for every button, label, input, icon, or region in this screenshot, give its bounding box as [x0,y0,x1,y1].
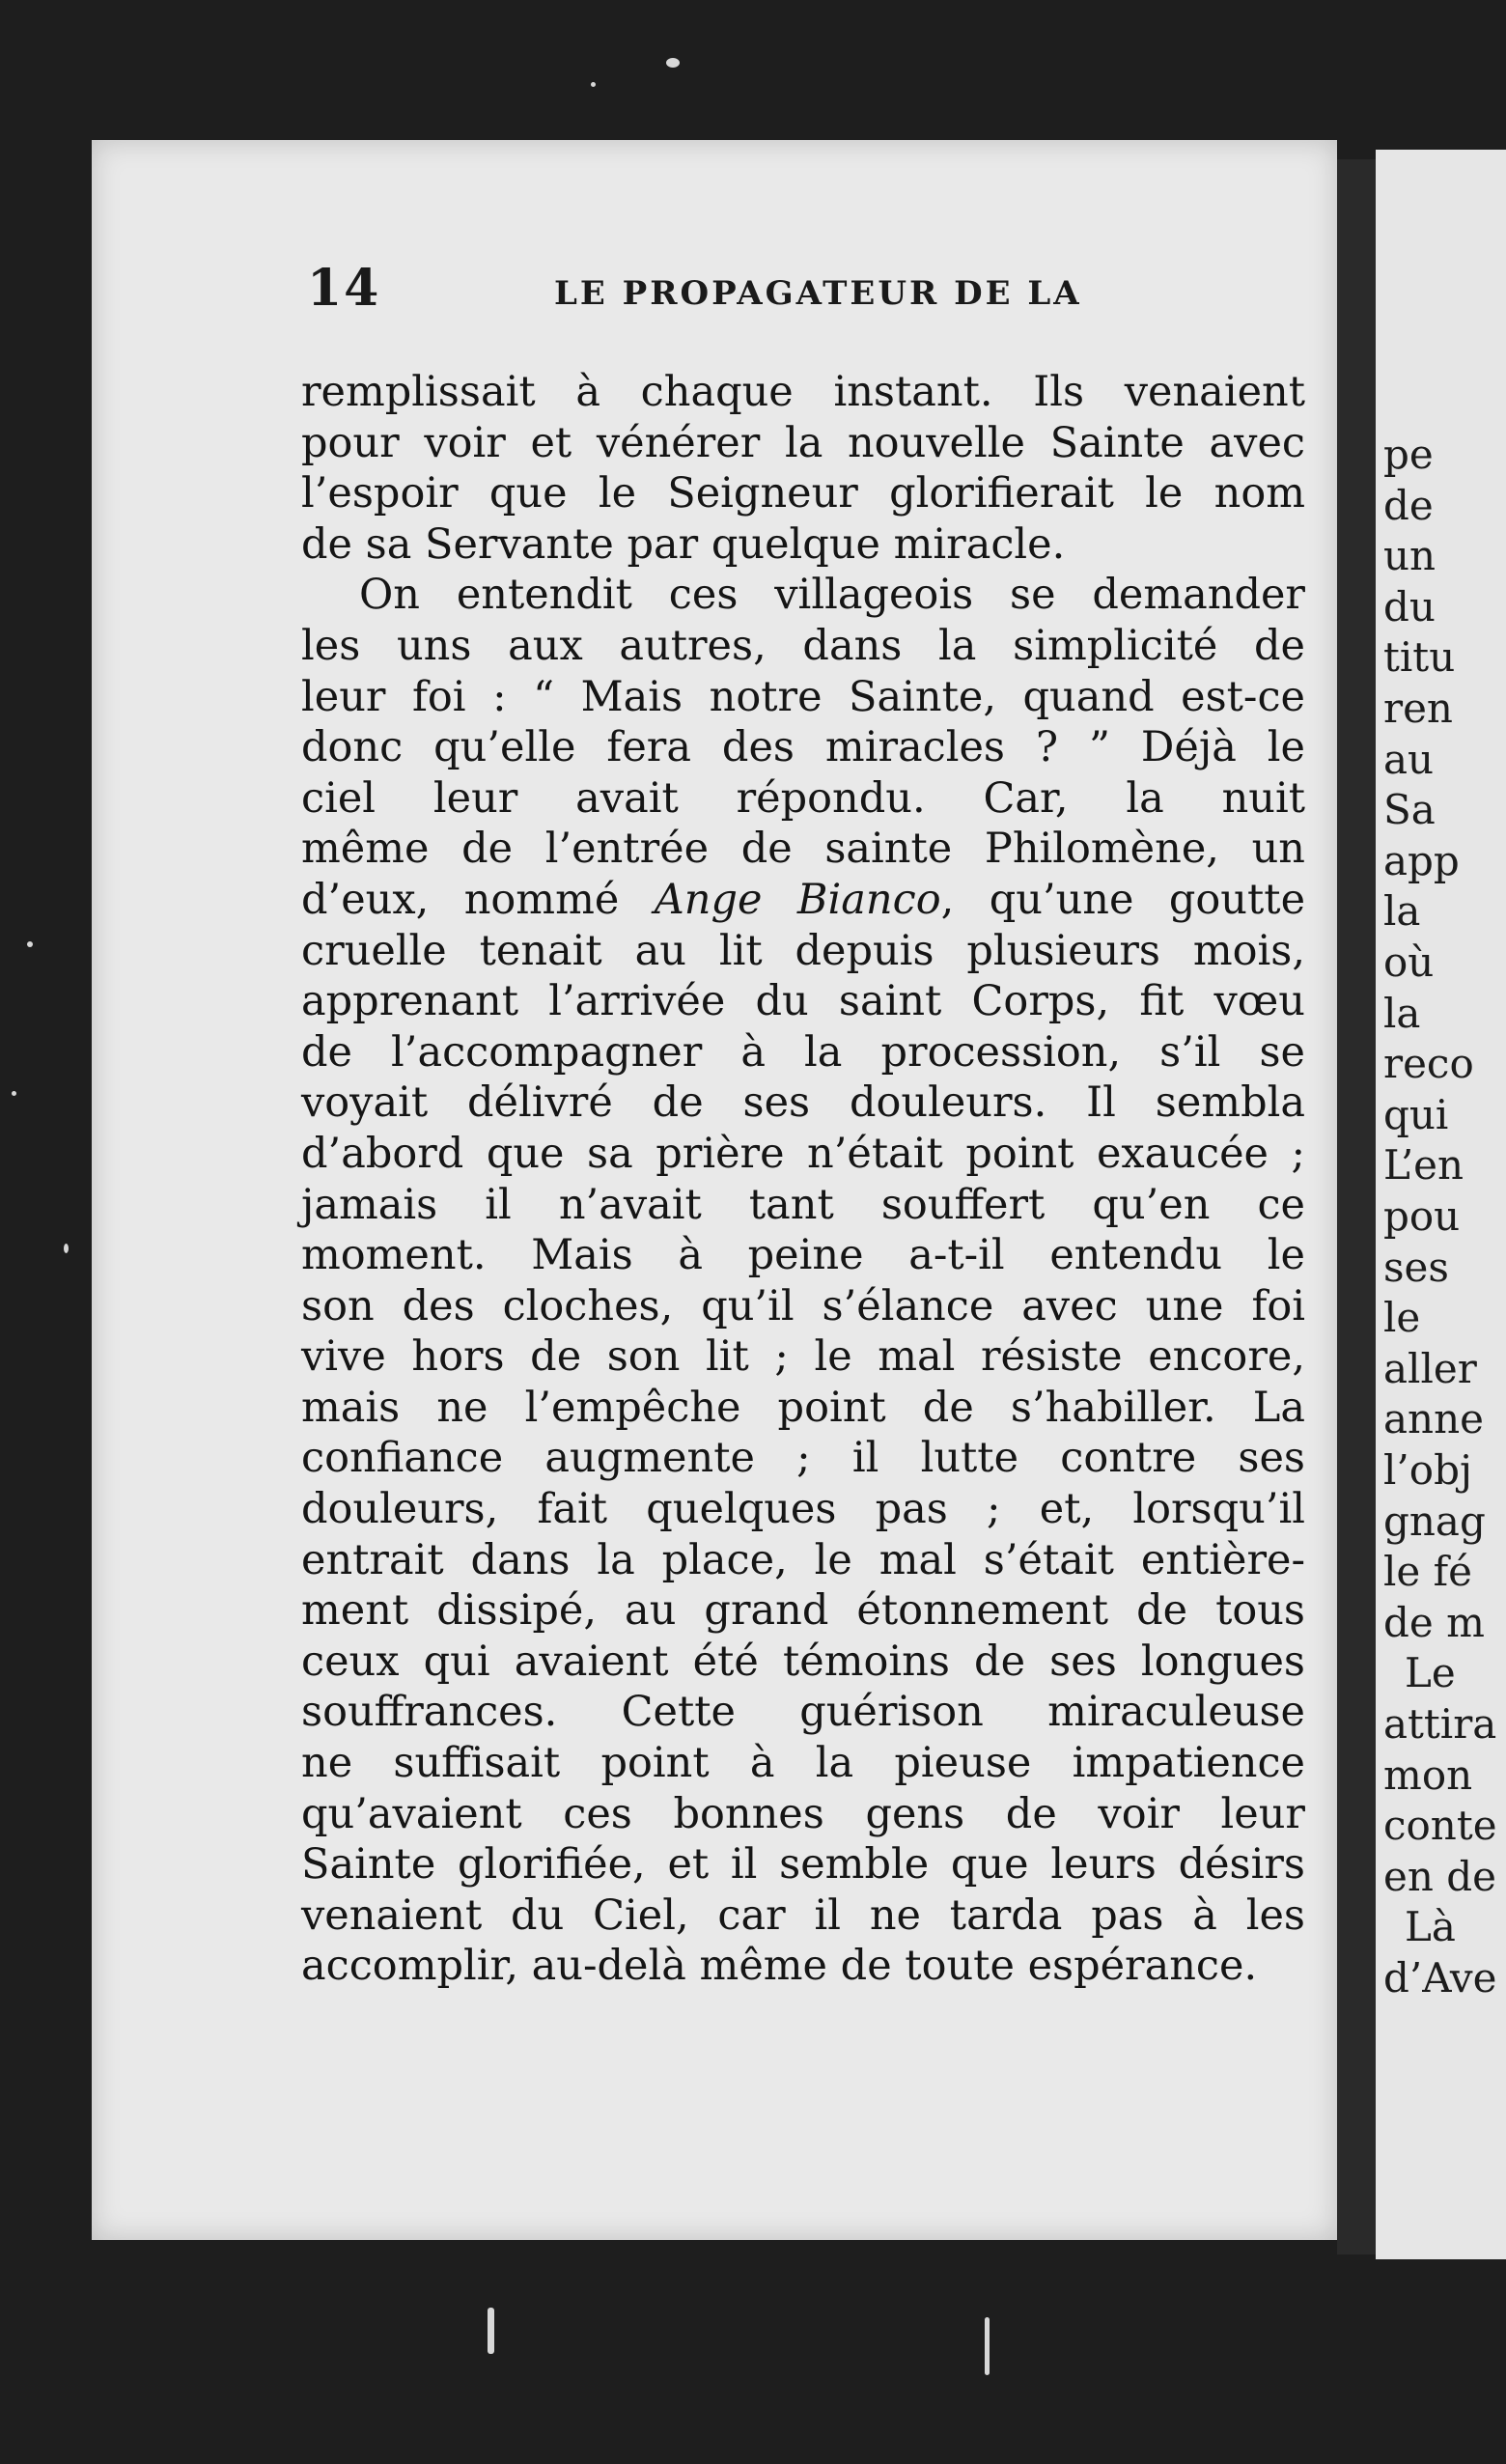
text-line: confiance augmente ; il lutte contre ses [301,1434,1305,1483]
facing-text-fragment: pou [1383,1192,1461,1240]
text-line: remplissait à chaque instant. Ils venaient [301,368,1305,416]
book-gutter [1337,159,1376,2254]
text-line [301,875,1305,926]
facing-text-fragment: où [1383,938,1435,986]
text-line: son des cloches, qu’il s’élance avec une foi [301,1281,1305,1330]
scan-speck [12,1091,16,1096]
facing-text-fragment: conte [1383,1802,1497,1850]
facing-text-fragment: un [1383,532,1436,580]
facing-text-fragment: en de [1383,1852,1496,1900]
text-line: apprenant l’arrivée du saint Corps, fit vœu [301,977,1305,1026]
text-line: Sainte glorifiée, et il semble que leurs désirs [301,1840,1305,1890]
text-line: ciel leur avait répondu. Car, la nuit [301,773,1305,823]
text-line: entrait dans la place, le mal s’était entière- [301,1535,1305,1584]
facing-text-fragment: anne [1383,1395,1484,1443]
facing-text-fragment: le [1383,1294,1421,1342]
facing-text-fragment: app [1383,836,1460,884]
facing-text-fragment: L’en [1383,1141,1464,1190]
facing-text-fragment: au [1383,735,1435,783]
facing-text-fragment: reco [1383,1040,1474,1088]
facing-text-fragment: Sa [1383,786,1436,834]
text-line: d’abord que sa prière n’était point exaucée ; [301,1129,1305,1178]
running-head: LE PROPAGATEUR DE LA [554,274,1082,313]
facing-text-fragment: ren [1383,685,1453,732]
facing-text-fragment: d’Ave [1383,1954,1497,2002]
page-header [307,259,1321,317]
facing-text-fragment: ses [1383,1243,1449,1291]
scan-speck [591,82,596,87]
text-line: douleurs, fait quelques pas ; et, lorsqu’il [301,1485,1305,1534]
text-line: vive hors de son lit ; le mal résiste encore, [301,1332,1305,1382]
text-line: l’espoir que le Seigneur glorifierait le nom [301,469,1305,518]
facing-page [1376,150,1506,2259]
italic-name: Ange Bianco [654,875,941,924]
facing-text-fragment: le fé [1383,1548,1473,1596]
text-line: même de l’entrée de sainte Philomène, un [301,825,1305,874]
facing-text-fragment: gnag [1383,1497,1486,1545]
text-line: ment dissipé, au grand étonnement de tous [301,1586,1305,1636]
facing-text-fragment: l’obj [1383,1446,1472,1494]
text-line: donc qu’elle fera des miracles ? ” Déjà le [301,723,1305,772]
facing-text-fragment: de m [1383,1598,1485,1646]
text-line: cruelle tenait au lit depuis plusieurs mois, [301,926,1305,975]
facing-text-fragment: du [1383,582,1436,630]
scan-speck [64,1244,69,1253]
facing-text-fragment: Le [1405,1649,1456,1697]
facing-text-fragment: de [1383,481,1434,529]
scan-speck [985,2317,990,2375]
text-line: mais ne l’empêche point de s’habiller. La [301,1383,1305,1432]
facing-text-fragment: mon [1383,1750,1473,1799]
text-line: venaient du Ciel, car il ne tarda pas à les [301,1890,1305,1940]
text-line: qu’avaient ces bonnes gens de voir leur [301,1789,1305,1838]
text-segment: d’eux, nommé [301,875,655,924]
facing-text-fragment: la [1383,887,1421,936]
facing-text-fragment: attira [1383,1700,1497,1748]
facing-text-fragment: pe [1383,431,1434,478]
text-line: On entendit ces villageois se demander [359,571,1305,620]
text-line: ne suffisait point à la pieuse impatience [301,1739,1305,1788]
text-segment: , qu’une goutte [940,875,1306,924]
scan-speck [27,941,33,947]
text-line: pour voir et vénérer la nouvelle Sainte avec [301,418,1305,467]
text-line: accomplir, au-delà même de toute espérance. [301,1942,1258,1991]
body-text [301,367,1305,1992]
text-line: jamais il n’avait tant souffert qu’en ce [301,1180,1305,1229]
page-number: 14 [307,259,381,318]
facing-text-fragment: titu [1383,633,1456,682]
text-line: de l’accompagner à la procession, s’il se [301,1027,1305,1077]
facing-text-fragment: Là [1405,1903,1456,1951]
text-line: les uns aux autres, dans la simplicité de [301,621,1305,670]
text-line: de sa Servante par quelque miracle. [301,519,1066,569]
facing-text-fragment: la [1383,989,1421,1037]
text-line: moment. Mais à peine a-t-il entendu le [301,1231,1305,1280]
text-line: ceux qui avaient été témoins de ses longues [301,1637,1305,1686]
scan-speck [488,2308,494,2354]
text-line: leur foi : “ Mais notre Sainte, quand est-ce [301,672,1305,721]
facing-text-fragment: aller [1383,1344,1477,1392]
text-line: voyait délivré de ses douleurs. Il sembla [301,1078,1305,1128]
scan-speck [666,58,680,68]
facing-text-fragment: qui [1383,1090,1449,1138]
text-line: souffrances. Cette guérison miraculeuse [301,1688,1305,1737]
